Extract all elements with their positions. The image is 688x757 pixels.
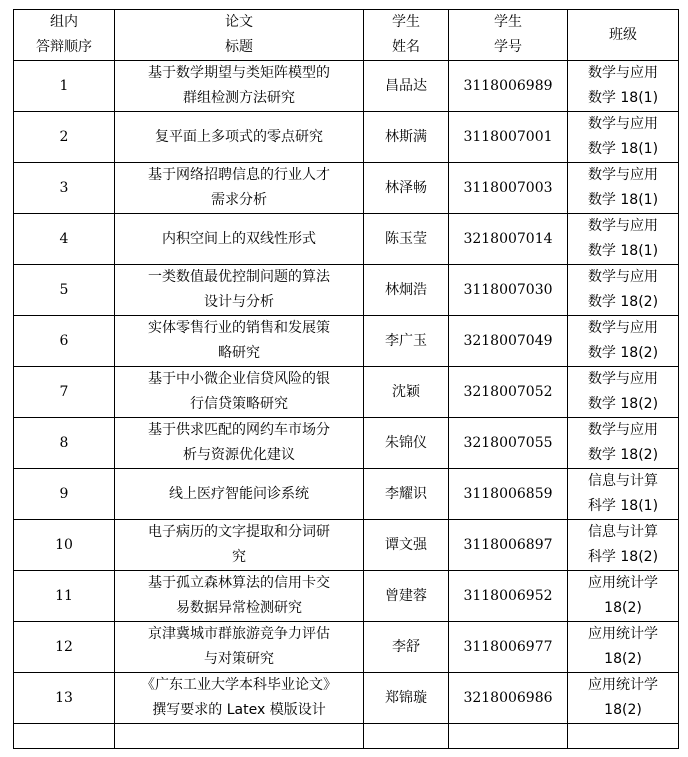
empty-cell <box>449 724 568 749</box>
student-id: 3118007001 <box>463 128 553 145</box>
class-name-line-1: 应用统计学 <box>588 626 658 642</box>
student-name: 李舒 <box>392 638 420 655</box>
class-name-line-2: 数学 18(1) <box>587 141 659 157</box>
class-cell <box>568 112 679 163</box>
class-cell <box>568 163 679 214</box>
empty-cell <box>115 724 364 749</box>
student-id-cell <box>449 571 568 622</box>
student-name: 谭文强 <box>385 536 427 553</box>
class-cell <box>568 469 679 520</box>
class-name-line-2: 数学 18(2) <box>587 396 659 412</box>
header-title-line-1: 论文 <box>225 14 253 30</box>
empty-row <box>14 724 679 749</box>
student-id-cell <box>449 367 568 418</box>
table-row <box>14 112 679 163</box>
empty-cell <box>568 724 679 749</box>
order-cell <box>14 418 115 469</box>
student-id-cell <box>449 469 568 520</box>
student-name: 沈颖 <box>392 383 420 400</box>
class-name-line-2: 数学 18(2) <box>587 447 659 463</box>
student-name-cell <box>364 418 449 469</box>
class-cell <box>568 673 679 724</box>
thesis-title-line-1: 《广东工业大学本科毕业论文》 <box>141 677 337 693</box>
student-id-cell <box>449 622 568 673</box>
class-name-line-2: 数学 18(1) <box>587 192 659 208</box>
header-order-line-2: 答辩顺序 <box>36 39 92 55</box>
student-name: 林炯浩 <box>385 281 427 298</box>
class-name-line-2: 科学 18(2) <box>587 549 659 565</box>
class-cell <box>568 622 679 673</box>
student-id-cell <box>449 112 568 163</box>
student-id: 3118006897 <box>463 536 553 553</box>
title-cell <box>115 622 364 673</box>
table-row <box>14 469 679 520</box>
order-value: 13 <box>55 689 73 706</box>
thesis-title-line-2: 析与资源优化建议 <box>183 447 295 463</box>
student-name-cell <box>364 112 449 163</box>
order-cell <box>14 163 115 214</box>
header-order-line-1: 组内 <box>50 14 78 30</box>
order-cell <box>14 61 115 112</box>
class-name-line-2: 18(2) <box>604 651 642 667</box>
table-row <box>14 367 679 418</box>
class-cell <box>568 214 679 265</box>
title-cell <box>115 571 364 622</box>
table-row <box>14 520 679 571</box>
student-name-cell <box>364 367 449 418</box>
defense-schedule-table <box>13 9 679 749</box>
title-cell <box>115 112 364 163</box>
student-id: 3118006989 <box>463 77 553 94</box>
header-id-line-2: 学号 <box>494 39 522 55</box>
class-name-line-2: 数学 18(1) <box>587 90 659 106</box>
student-name-cell <box>364 673 449 724</box>
order-value: 2 <box>59 128 69 145</box>
class-name-line-2: 科学 18(1) <box>587 498 659 514</box>
header-name-line-2: 姓名 <box>392 39 420 55</box>
thesis-title-line-1: 基于数学期望与类矩阵模型的 <box>148 65 330 81</box>
student-id: 3118007003 <box>463 179 553 196</box>
header-title-line-2: 标题 <box>225 39 253 55</box>
class-cell <box>568 367 679 418</box>
order-value: 10 <box>55 536 73 553</box>
student-id-cell <box>449 673 568 724</box>
table-row <box>14 61 679 112</box>
class-name-line-1: 数学与应用 <box>588 65 658 81</box>
header-name <box>364 10 449 61</box>
order-value: 4 <box>59 230 69 247</box>
header-name-line-1: 学生 <box>392 14 420 30</box>
title-cell <box>115 163 364 214</box>
title-cell <box>115 520 364 571</box>
thesis-title-line-2: 略研究 <box>218 345 260 361</box>
order-value: 5 <box>59 281 69 298</box>
student-name-cell <box>364 61 449 112</box>
order-cell <box>14 316 115 367</box>
header-id-line-1: 学生 <box>494 14 522 30</box>
student-name: 曾建蓉 <box>385 587 427 604</box>
class-name-line-1: 数学与应用 <box>588 218 658 234</box>
table-row <box>14 265 679 316</box>
student-id-cell <box>449 520 568 571</box>
title-cell <box>115 673 364 724</box>
title-cell <box>115 316 364 367</box>
thesis-title-line-1: 实体零售行业的销售和发展策 <box>148 320 330 336</box>
thesis-title-line-2: 设计与分析 <box>204 294 274 310</box>
thesis-title-line-2: 需求分析 <box>211 192 267 208</box>
order-cell <box>14 673 115 724</box>
class-name-line-1: 应用统计学 <box>588 575 658 591</box>
student-id-cell <box>449 163 568 214</box>
student-name-cell <box>364 469 449 520</box>
student-id-cell <box>449 265 568 316</box>
order-cell <box>14 571 115 622</box>
order-value: 11 <box>55 587 73 604</box>
header-class <box>568 10 679 61</box>
student-name: 林斯满 <box>385 128 427 145</box>
order-value: 1 <box>59 77 69 94</box>
table-row <box>14 418 679 469</box>
student-id: 3218007049 <box>463 332 553 349</box>
student-id: 3118006952 <box>463 587 553 604</box>
class-name-line-1: 数学与应用 <box>588 320 658 336</box>
title-cell <box>115 61 364 112</box>
student-id: 3118007030 <box>463 281 553 298</box>
student-name-cell <box>364 163 449 214</box>
class-name-line-1: 信息与计算 <box>588 473 658 489</box>
student-name-cell <box>364 214 449 265</box>
order-cell <box>14 367 115 418</box>
header-student-id <box>449 10 568 61</box>
student-id: 3218007055 <box>463 434 553 451</box>
order-cell <box>14 214 115 265</box>
class-name-line-1: 数学与应用 <box>588 167 658 183</box>
order-cell <box>14 520 115 571</box>
header-class-line-1: 班级 <box>609 26 637 43</box>
student-id-cell <box>449 61 568 112</box>
student-name: 林泽畅 <box>385 179 427 196</box>
thesis-title-line-2: 与对策研究 <box>204 651 274 667</box>
student-id: 3118006859 <box>463 485 553 502</box>
table-body <box>14 61 679 749</box>
table-row <box>14 571 679 622</box>
thesis-title-line-1: 基于网络招聘信息的行业人才 <box>148 167 330 183</box>
order-cell <box>14 112 115 163</box>
title-cell <box>115 367 364 418</box>
student-name-cell <box>364 571 449 622</box>
title-cell <box>115 418 364 469</box>
header-order <box>14 10 115 61</box>
empty-cell <box>14 724 115 749</box>
thesis-title-line-2: 易数据异常检测研究 <box>176 600 302 616</box>
order-value: 6 <box>59 332 69 349</box>
class-name-line-1: 数学与应用 <box>588 269 658 285</box>
title-cell <box>115 469 364 520</box>
class-cell <box>568 61 679 112</box>
class-cell <box>568 571 679 622</box>
thesis-title-line-1: 一类数值最优控制问题的算法 <box>148 269 330 285</box>
student-name-cell <box>364 622 449 673</box>
title-cell <box>115 265 364 316</box>
thesis-title-line-2: 撰写要求的 Latex 模版设计 <box>152 702 326 718</box>
class-name-line-1: 信息与计算 <box>588 524 658 540</box>
student-id-cell <box>449 316 568 367</box>
order-value: 8 <box>59 434 69 451</box>
table-row <box>14 214 679 265</box>
header-row <box>14 10 679 61</box>
student-name-cell <box>364 520 449 571</box>
class-name-line-2: 18(2) <box>604 600 642 616</box>
thesis-title-line-1: 内积空间上的双线性形式 <box>162 230 316 247</box>
order-value: 9 <box>59 485 69 502</box>
order-cell <box>14 622 115 673</box>
order-value: 7 <box>59 383 69 400</box>
class-name-line-2: 数学 18(2) <box>587 345 659 361</box>
order-value: 12 <box>55 638 73 655</box>
class-cell <box>568 316 679 367</box>
thesis-title-line-1: 京津冀城市群旅游竞争力评估 <box>148 626 330 642</box>
class-name-line-1: 数学与应用 <box>588 371 658 387</box>
thesis-title-line-1: 基于中小微企业信贷风险的银 <box>148 371 330 387</box>
class-name-line-2: 数学 18(2) <box>587 294 659 310</box>
header-title <box>115 10 364 61</box>
student-id: 3218007014 <box>463 230 553 247</box>
table-row <box>14 163 679 214</box>
student-id: 3118006977 <box>463 638 553 655</box>
student-name: 昌品达 <box>385 77 427 94</box>
thesis-title-line-2: 行信贷策略研究 <box>190 396 288 412</box>
student-name: 李广玉 <box>385 332 427 349</box>
student-name: 陈玉莹 <box>385 230 427 247</box>
thesis-title-line-1: 基于供求匹配的网约车市场分 <box>148 422 330 438</box>
class-cell <box>568 520 679 571</box>
class-cell <box>568 265 679 316</box>
empty-cell <box>364 724 449 749</box>
table-row <box>14 673 679 724</box>
order-cell <box>14 469 115 520</box>
student-id: 3218006986 <box>463 689 553 706</box>
thesis-title-line-1: 电子病历的文字提取和分词研 <box>148 524 330 540</box>
student-id-cell <box>449 418 568 469</box>
thesis-title-line-1: 复平面上多项式的零点研究 <box>155 128 323 145</box>
table-row <box>14 622 679 673</box>
thesis-title-line-1: 基于孤立森林算法的信用卡交 <box>148 575 330 591</box>
thesis-title-line-2: 群组检测方法研究 <box>183 90 295 106</box>
class-cell <box>568 418 679 469</box>
student-id: 3218007052 <box>463 383 553 400</box>
student-name: 郑锦璇 <box>385 689 427 706</box>
student-name: 李耀识 <box>385 485 427 502</box>
student-name-cell <box>364 316 449 367</box>
thesis-title-line-1: 线上医疗智能问诊系统 <box>169 485 309 502</box>
table-row <box>14 316 679 367</box>
title-cell <box>115 214 364 265</box>
order-cell <box>14 265 115 316</box>
class-name-line-1: 数学与应用 <box>588 116 658 132</box>
student-id-cell <box>449 214 568 265</box>
class-name-line-2: 数学 18(1) <box>587 243 659 259</box>
student-name: 朱锦仪 <box>385 434 427 451</box>
class-name-line-2: 18(2) <box>604 702 642 718</box>
order-value: 3 <box>59 179 69 196</box>
class-name-line-1: 数学与应用 <box>588 422 658 438</box>
student-name-cell <box>364 265 449 316</box>
class-name-line-1: 应用统计学 <box>588 677 658 693</box>
thesis-title-line-2: 究 <box>232 549 246 565</box>
